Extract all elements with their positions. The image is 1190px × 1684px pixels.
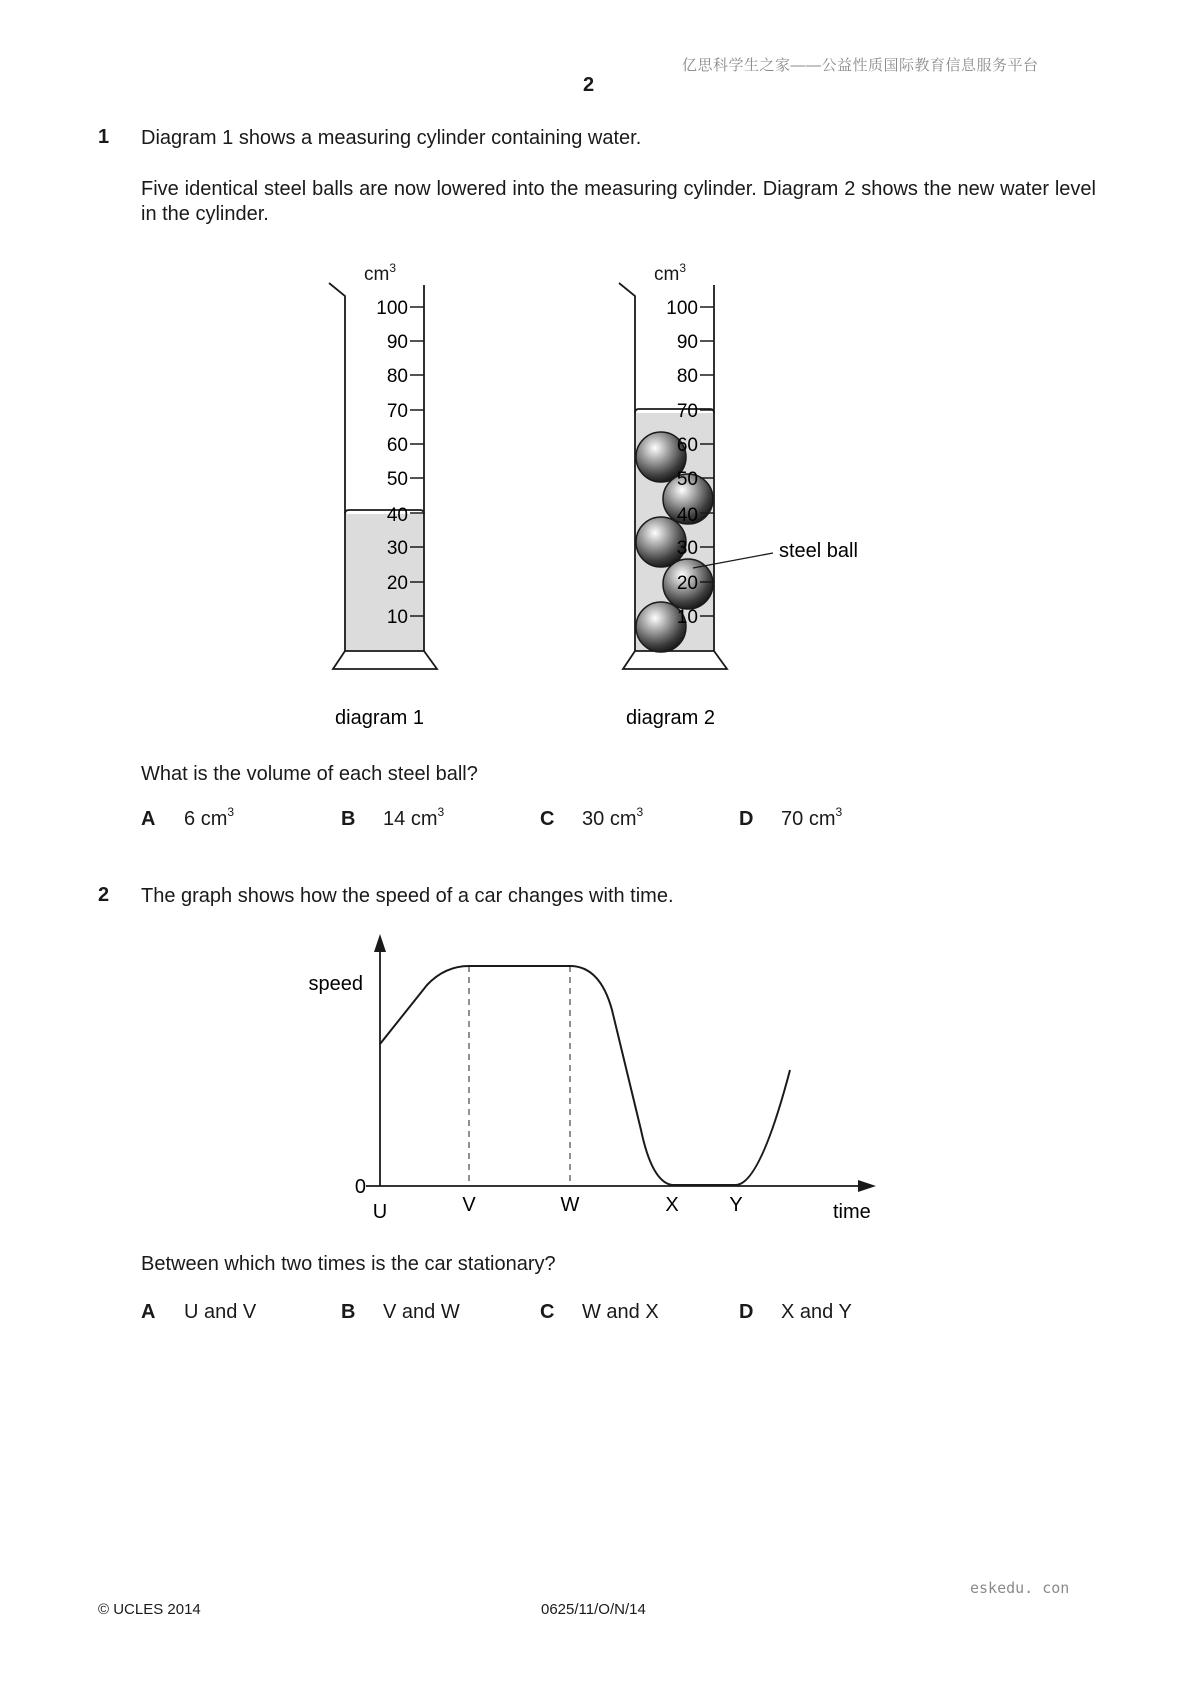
scale-1-label: 100 [376, 298, 408, 319]
cylinder-base-1 [333, 651, 437, 669]
y-axis-label: speed [308, 973, 363, 995]
scale-1-label: 10 [386, 607, 408, 628]
q1-text1: Diagram 1 shows a measuring cylinder containing water. [141, 127, 642, 149]
scale-2-label: 80 [676, 366, 698, 387]
scale-2-label: 100 [666, 298, 698, 319]
footer-copyright: © UCLES 2014 [98, 1601, 201, 1618]
scale-1-label: 30 [386, 538, 408, 559]
steel-ball-label: steel ball [779, 540, 858, 562]
option-letter: D [739, 1301, 754, 1323]
q2-question: Between which two times is the car stationary? [141, 1253, 556, 1275]
y-axis-arrow [374, 934, 386, 952]
option-b[interactable]: 14 $cm^3$ [383, 805, 445, 830]
scale-1-label: 40 [386, 505, 408, 526]
scale-1-label: 60 [386, 435, 408, 456]
q1-text2: Five identical steel balls are now lowered into the measuring cylinder. Diagram 2 shows the new water level in the cylinder. [141, 178, 1096, 225]
scale-1-label: 20 [386, 573, 408, 594]
caption-diagram-1: diagram 1 [335, 707, 424, 729]
speed-time-graph [0, 920, 1190, 1240]
scale-2-label: 70 [676, 401, 698, 422]
cylinder-base-2 [623, 651, 727, 669]
x-tick-u: U [372, 1201, 388, 1223]
option-letter: C [540, 1301, 555, 1323]
option-letter: A [141, 1301, 156, 1323]
scale-1-label: 80 [386, 366, 408, 387]
x-tick-x: X [665, 1194, 679, 1216]
scale-2-label: 30 [676, 538, 698, 559]
q1-question: What is the volume of each steel ball? [141, 763, 478, 785]
unit-label-1: $cm^3$ [364, 261, 397, 285]
caption-diagram-2: diagram 2 [626, 707, 715, 729]
option-d[interactable]: X and Y [781, 1301, 852, 1323]
y-tick-label: 0 [354, 1176, 366, 1198]
option-letter: B [341, 808, 356, 830]
x-tick-w: W [560, 1194, 580, 1216]
scale-2-label: 60 [676, 435, 698, 456]
scale-2-label: 10 [676, 607, 698, 628]
option-c[interactable]: W and X [582, 1301, 659, 1323]
option-a[interactable]: U and V [184, 1301, 257, 1323]
x-tick-y: Y [729, 1194, 743, 1216]
unit-label-2: $cm^3$ [654, 261, 687, 285]
scale-2-label: 40 [676, 505, 698, 526]
option-c[interactable]: 30 $cm^3$ [582, 805, 644, 830]
cylinder-1 [329, 261, 437, 669]
scale-1-label: 50 [386, 469, 408, 490]
option-d[interactable]: 70 $cm^3$ [781, 805, 843, 830]
option-a[interactable]: 6 $cm^3$ [184, 805, 235, 830]
scale-2-label: 50 [676, 469, 698, 490]
q2-number: 2 [98, 884, 110, 906]
option-b[interactable]: V and W [383, 1301, 460, 1323]
scale-1-label: 70 [386, 401, 408, 422]
option-letter: C [540, 808, 555, 830]
scale-1-label: 90 [386, 332, 408, 353]
q2-text: The graph shows how the speed of a car changes with time. [141, 885, 674, 907]
scale-2-label: 90 [676, 332, 698, 353]
cylinder-2 [619, 261, 858, 669]
option-letter: B [341, 1301, 356, 1323]
q1-diagrams [0, 0, 1190, 760]
x-axis-arrow [858, 1180, 876, 1192]
q1-number: 1 [98, 126, 110, 148]
scale-2-label: 20 [676, 573, 698, 594]
footer-paper-code: 0625/11/O/N/14 [541, 1601, 646, 1618]
footer-site-watermark: eskedu. con [970, 1579, 1070, 1597]
option-letter: A [141, 808, 156, 830]
page-number: 2 [583, 74, 595, 96]
speed-series-line [380, 966, 790, 1185]
x-axis-label: time [833, 1201, 871, 1223]
option-letter: D [739, 808, 754, 830]
header-watermark: 亿思科学生之家——公益性质国际教育信息服务平台 [682, 57, 1039, 74]
x-tick-v: V [462, 1194, 476, 1216]
